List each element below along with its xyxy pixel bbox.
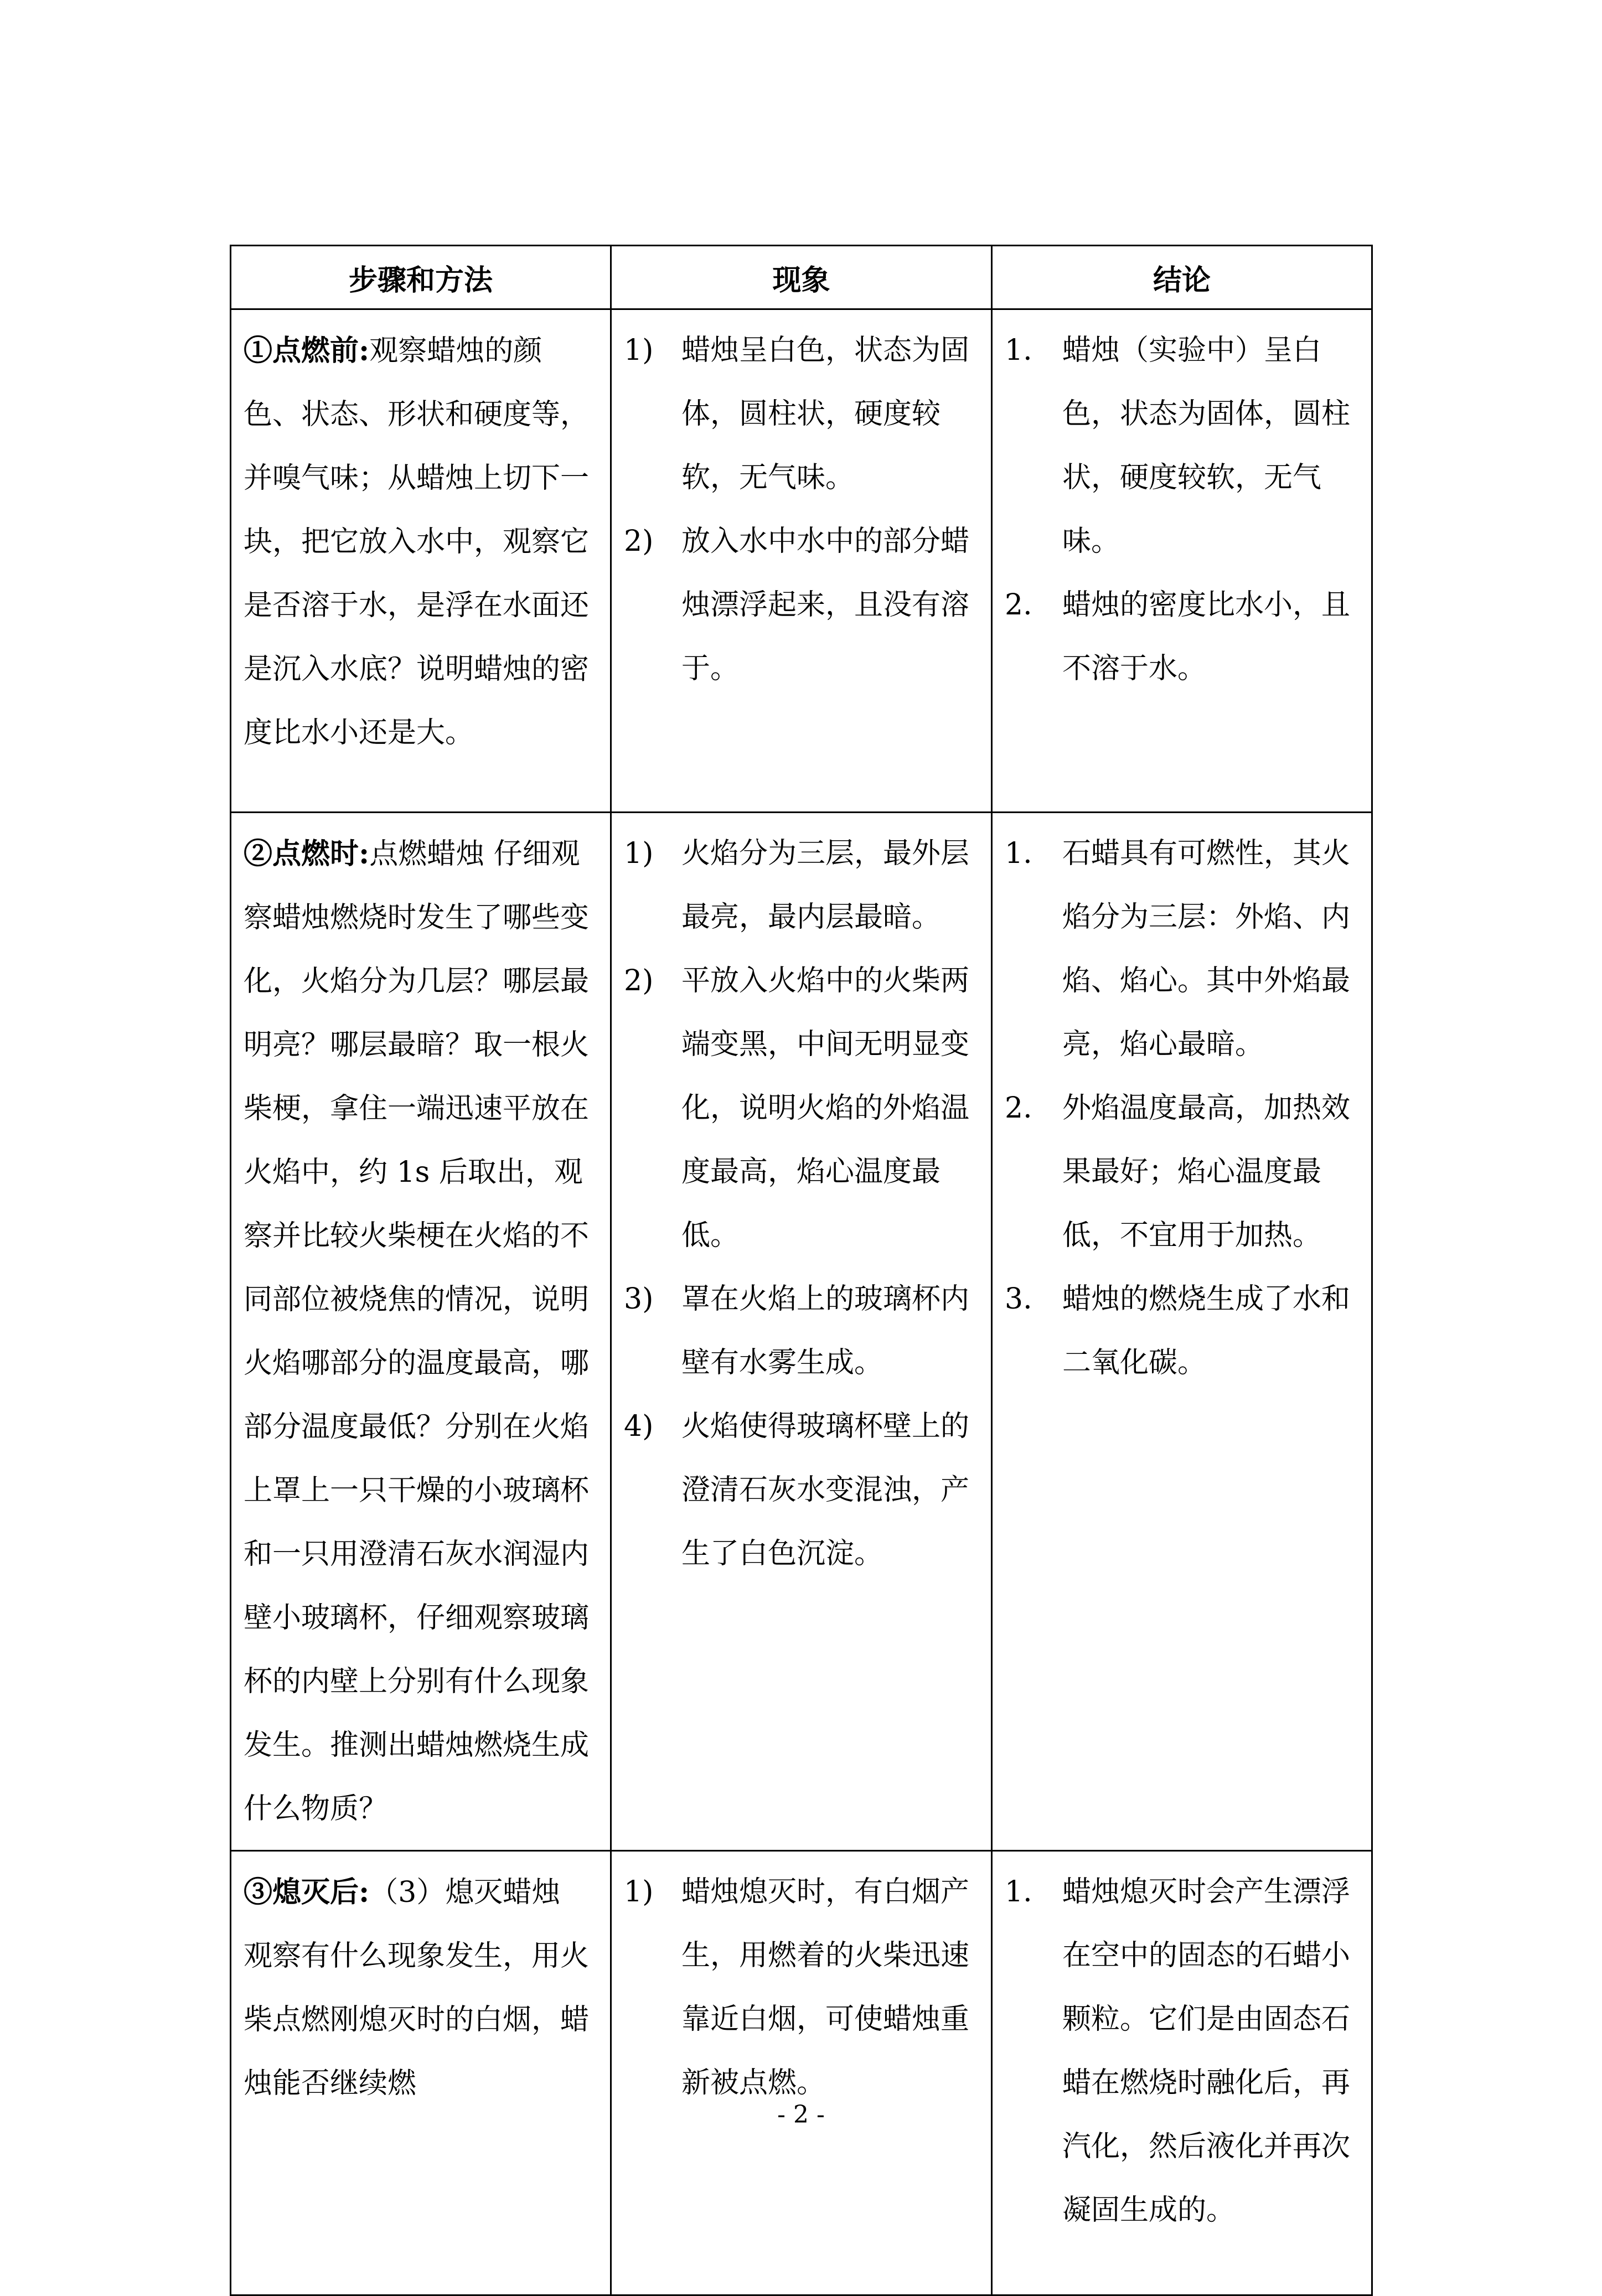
step-text: （3）熄灭蜡烛 观察有什么现象发生，用火柴点燃刚熄灭时的白烟，蜡烛能否继续燃 <box>244 1876 590 2100</box>
table-header-row <box>231 246 1372 309</box>
steps-cell <box>231 309 611 813</box>
item-number: 1. <box>1005 837 1032 870</box>
item-number: 1) <box>624 837 654 870</box>
item-number: 1. <box>1005 334 1032 367</box>
list-item <box>1005 319 1359 573</box>
item-text: 蜡烛的燃烧生成了水和二氧化碳。 <box>1062 1283 1351 1379</box>
conclusion-cell <box>992 813 1372 1851</box>
phenomena-cell <box>611 1851 992 2295</box>
list-item <box>624 319 979 510</box>
header-conclusion: 结论 <box>992 246 1372 309</box>
page-number: - 2 - <box>777 2101 825 2129</box>
item-text: 放入水中水中的部分蜡烛漂浮起来，且没有溶于。 <box>681 525 970 685</box>
list-item <box>624 510 979 701</box>
item-number: 3) <box>624 1283 654 1316</box>
item-number: 1. <box>1005 1875 1032 1909</box>
item-number: 1) <box>624 1875 654 1909</box>
step-label: ③熄灭后: <box>244 1875 370 1909</box>
item-text: 蜡烛的密度比水小，且不溶于水。 <box>1062 588 1351 685</box>
step-text: 观察蜡烛的颜色、状态、形状和硬度等，并嗅气味；从蜡烛上切下一块，把它放入水中，观察它是否溶于水，是浮在水面还是沉入水底？说明蜡烛的密度比水小还是大。 <box>244 334 590 749</box>
item-text: 蜡烛熄灭时会产生漂浮在空中的固态的石蜡小颗粒。它们是由固态石蜡在燃烧时融化后，再汽化，然后液化并再次凝固生成的。 <box>1062 1875 1351 2227</box>
item-text: 火焰使得玻璃杯壁上的澄清石灰水变混浊，产生了白色沉淀。 <box>681 1410 970 1570</box>
steps-cell <box>231 813 611 1851</box>
phenomena-cell <box>611 309 992 813</box>
item-text: 罩在火焰上的玻璃杯内壁有水雾生成。 <box>681 1283 970 1379</box>
header-steps: 步骤和方法 <box>231 246 611 309</box>
item-number: 4) <box>624 1410 654 1443</box>
item-number: 3. <box>1005 1283 1032 1316</box>
step-text: 点燃蜡烛 仔细观察蜡烛燃烧时发生了哪些变化，火焰分为几层？哪层最明亮？哪层最暗？取一根火柴梗，拿住一端迅速平放在火焰中，约 1s 后取出，观察并比较火柴梗在火焰的不同部位被烧焦的情况，说明火焰哪部分的温度最高，哪部分温度最低？分别在火焰上罩上一只干燥的小玻璃杯和一只用澄清石灰水润湿内壁小玻璃杯，仔细观察玻璃杯的内壁上分别有什么现象发生。推测出蜡烛燃烧生成什么物质？ <box>244 837 590 1826</box>
list-item <box>624 1268 979 1395</box>
item-text: 蜡烛呈白色，状态为固体，圆柱状，硬度较软，无气味。 <box>681 334 970 494</box>
list-item <box>1005 573 1359 701</box>
item-number: 1) <box>624 334 654 367</box>
item-number: 2) <box>624 964 654 997</box>
item-number: 2. <box>1005 588 1032 622</box>
list-item <box>624 1860 979 2115</box>
table-row <box>231 813 1372 1851</box>
table-row <box>231 309 1372 813</box>
list-item <box>1005 1860 1359 2242</box>
list-item <box>1005 1077 1359 1268</box>
step-label: ②点燃时: <box>244 837 370 871</box>
item-text: 蜡烛（实验中）呈白色，状态为固体，圆柱状，硬度较软，无气味。 <box>1062 334 1351 558</box>
steps-cell <box>231 1851 611 2295</box>
list-item <box>1005 822 1359 1077</box>
conclusion-cell <box>992 1851 1372 2295</box>
item-text: 石蜡具有可燃性，其火焰分为三层：外焰、内焰、焰心。其中外焰最亮，焰心最暗。 <box>1062 837 1351 1061</box>
table-row <box>231 1851 1372 2295</box>
list-item <box>624 1395 979 1586</box>
step-label: ①点燃前: <box>244 334 370 368</box>
item-number: 2) <box>624 525 654 558</box>
item-text: 蜡烛熄灭时，有白烟产生，用燃着的火柴迅速靠近白烟，可使蜡烛重新被点燃。 <box>681 1875 970 2100</box>
list-item <box>624 822 979 949</box>
item-text: 平放入火焰中的火柴两端变黑，中间无明显变化，说明火焰的外焰温度最高，焰心温度最低。 <box>681 964 970 1252</box>
list-item <box>1005 1268 1359 1395</box>
header-phenomena: 现象 <box>611 246 992 309</box>
item-text: 火焰分为三层，最外层最亮，最内层最暗。 <box>681 837 970 934</box>
item-text: 外焰温度最高，加热效果最好；焰心温度最低，不宜用于加热。 <box>1062 1092 1351 1252</box>
experiment-table <box>230 245 1373 2296</box>
list-item <box>624 949 979 1268</box>
conclusion-cell <box>992 309 1372 813</box>
item-number: 2. <box>1005 1092 1032 1125</box>
phenomena-cell <box>611 813 992 1851</box>
